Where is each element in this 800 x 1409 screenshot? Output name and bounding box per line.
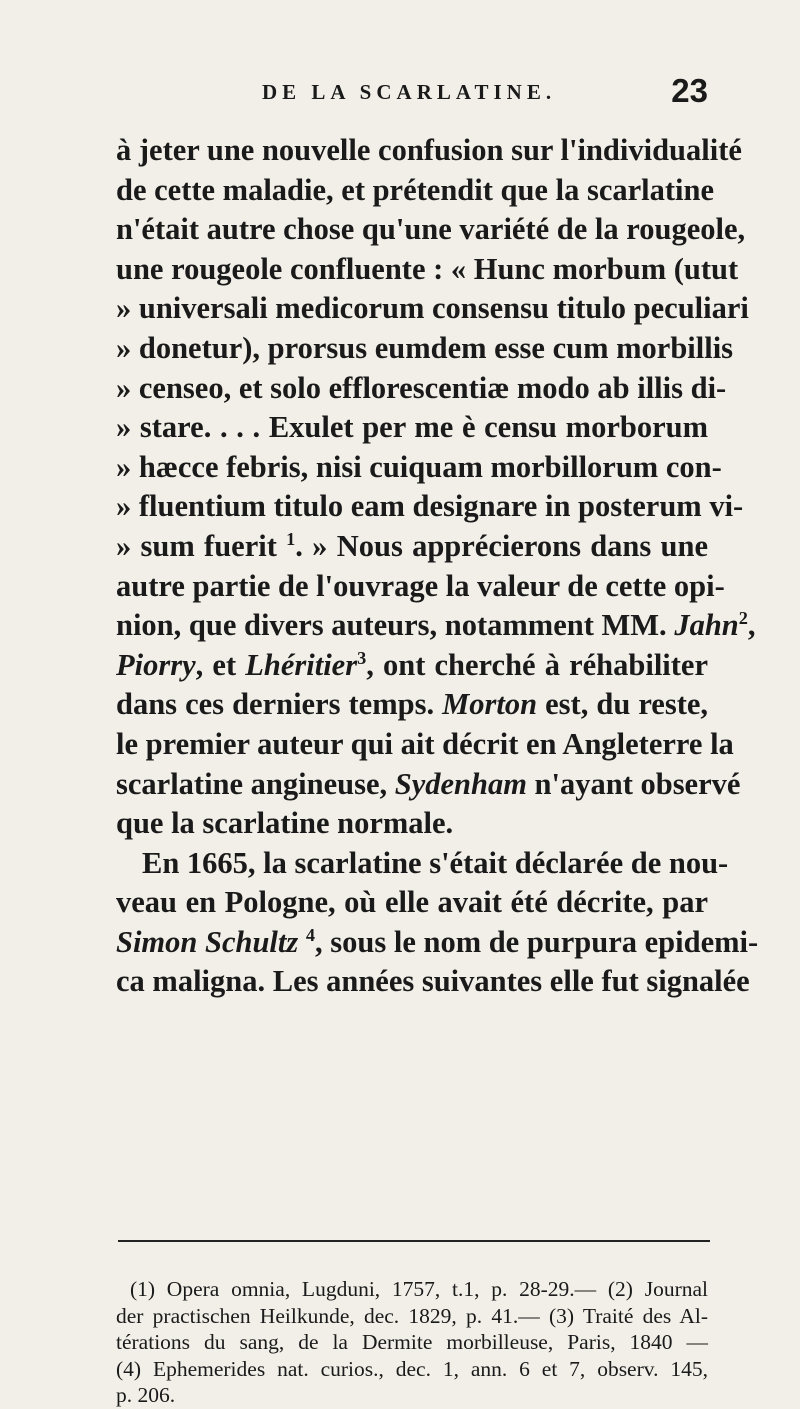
body-line: » fluentium titulo eam designare in posterum vi- [116, 489, 744, 524]
author-name: Jahn [674, 608, 739, 643]
page-header [262, 72, 708, 118]
running-title: DE LA SCARLATINE. [262, 80, 557, 104]
body-line [116, 606, 756, 646]
author-name: Piorry [116, 647, 196, 682]
footnote-line: (4) Ephemerides nat. curios., dec. 1, ann. 6 et 7, observ. 145, [116, 1356, 708, 1381]
body-line [116, 527, 708, 567]
footnote-line: (1) Opera omnia, Lugduni, 1757, t.1, p. 28-29.— (2) Journal [130, 1277, 708, 1301]
author-name: Sydenham [394, 766, 527, 801]
text-run: n'ayant observé [534, 766, 741, 801]
body-line [116, 685, 708, 725]
text-run: nion, que divers auteurs, notamment MM. [116, 608, 667, 643]
text-run: , ont cherché à réhabiliter [366, 647, 708, 682]
body-line [116, 765, 741, 805]
body-line: n'était autre chose qu'une variété de la rougeole, [116, 212, 746, 247]
text-run: , et [195, 647, 246, 682]
body-line: une rougeole confluente : « Hunc morbum (utut [116, 251, 739, 286]
body-line: le premier auteur qui ait décrit en Angleterre la [116, 726, 734, 761]
footnote-rule [118, 1240, 710, 1242]
body-line [116, 646, 708, 686]
body-line: » donetur), prorsus eumdem esse cum morbillis [116, 330, 734, 365]
text-run: » sum fuerit [116, 528, 277, 563]
body-line: » hæcce febris, nisi cuiquam morbillorum con- [116, 449, 722, 484]
body-line: » universali medicorum consensu titulo peculiari [116, 291, 749, 326]
body-line: autre partie de l'ouvrage la valeur de cette opi- [116, 568, 725, 603]
footnote-line: der practischen Heilkunde, dec. 1829, p. 41.— (3) Traité des Al- [116, 1303, 708, 1328]
footnote-line: térations du sang, de la Dermite morbilleuse, Paris, 1840 — [116, 1330, 708, 1354]
text-run: est, du reste, [545, 687, 709, 722]
body-line: à jeter une nouvelle confusion sur l'individualité [116, 133, 742, 167]
text-run: . » Nous apprécierons dans une [295, 528, 708, 563]
footnote-ref: 3 [357, 647, 367, 668]
body-text [116, 131, 759, 1002]
body-line: En 1665, la scarlatine s'était déclarée de nou- [142, 845, 729, 880]
page-number: 23 [671, 72, 708, 109]
text-run: scarlatine angineuse, [116, 766, 388, 801]
footnote-ref: 1 [286, 528, 296, 549]
footnote-ref: 4 [305, 924, 316, 945]
footnote-line: p. 206. [116, 1383, 176, 1407]
body-line [116, 923, 759, 963]
body-line: veau en Pologne, où elle avait été décrite, par [116, 885, 708, 920]
body-line: » stare. . . . Exulet per me è censu morborum [116, 410, 708, 445]
body-line: » censeo, et solo efflorescentiæ modo ab illis di- [116, 370, 727, 405]
body-line: ca maligna. Les années suivantes elle fut signalée [116, 964, 750, 999]
text-run: dans ces derniers temps. [116, 687, 435, 722]
author-name: Simon Schultz [116, 924, 299, 959]
body-line: de cette maladie, et prétendit que la scarlatine [116, 172, 714, 207]
footnotes [116, 1276, 708, 1409]
footnote-ref: 2 [738, 608, 748, 629]
author-name: Lhéritier [245, 647, 358, 682]
author-name: Morton [442, 687, 538, 722]
body-line: que la scarlatine normale. [116, 806, 454, 841]
text-run: , [747, 608, 756, 643]
text-run: , sous le nom de purpura epidemi- [315, 924, 759, 959]
